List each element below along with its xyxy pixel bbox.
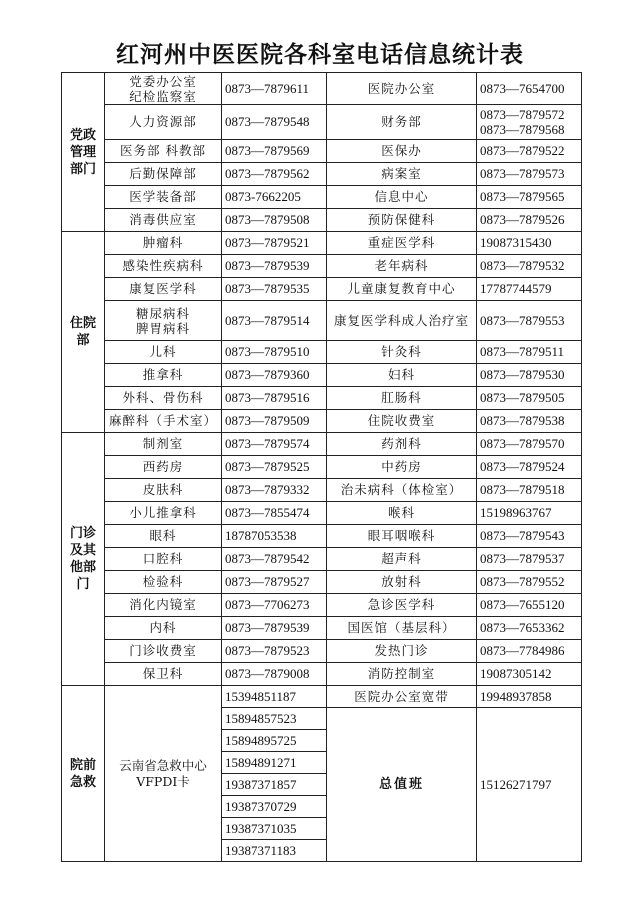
phone-number: 0873—7654700 <box>477 73 582 105</box>
phone-number: 19387371857 <box>222 774 327 796</box>
department-name: 内科 <box>105 617 222 640</box>
phone-number: 0873-7662205 <box>222 186 327 209</box>
section-label-outpatient <box>62 433 105 686</box>
phone-number: 0873—7879332 <box>222 479 327 502</box>
department-name: 麻醉科（手术室） <box>105 410 222 433</box>
table-row <box>62 640 582 663</box>
department-name: 康复医学科 <box>105 278 222 301</box>
phone-number: 0873—7879524 <box>477 456 582 479</box>
table-row <box>62 140 582 163</box>
table-row <box>62 594 582 617</box>
department-name: 口腔科 <box>105 548 222 571</box>
department-name: 医院办公室 <box>327 73 477 105</box>
department-name: 喉科 <box>327 502 477 525</box>
department-name <box>105 301 222 341</box>
table-row <box>62 186 582 209</box>
emergency-center <box>105 686 222 862</box>
phone-number: 18787053538 <box>222 525 327 548</box>
phone-number: 15394851187 <box>222 686 327 708</box>
department-name: 急诊医学科 <box>327 594 477 617</box>
table-row <box>62 571 582 594</box>
section-label-admin <box>62 73 105 232</box>
phone-number: 0873—7879527 <box>222 571 327 594</box>
table-row <box>62 548 582 571</box>
duty-phone: 15126271797 <box>477 708 582 862</box>
section-label-text: 党政管理部门 <box>69 127 96 177</box>
department-name: 医保办 <box>327 140 477 163</box>
broadband-phone: 19948937858 <box>477 686 582 708</box>
section-label-text: 院前急救 <box>69 757 96 790</box>
table-row <box>62 502 582 525</box>
phone-number: 0873—7879552 <box>477 571 582 594</box>
department-name: 治未病科（体检室） <box>327 479 477 502</box>
phone-number: 0873—7879565 <box>477 186 582 209</box>
department-name: 针灸科 <box>327 341 477 364</box>
phone-number: 0873—7879523 <box>222 640 327 663</box>
department-name: 国医馆（基层科） <box>327 617 477 640</box>
phone-number: 0873—7879569 <box>222 140 327 163</box>
department-name: 眼科 <box>105 525 222 548</box>
phone-number: 0873—7879611 <box>222 73 327 105</box>
phone-number: 19087305142 <box>477 663 582 686</box>
phone-number: 0873—7879522 <box>477 140 582 163</box>
section-label-text: 住院部 <box>69 316 96 348</box>
section-label-inpatient <box>62 232 105 433</box>
phone-number: 0873—7655120 <box>477 594 582 617</box>
department-name: 保卫科 <box>105 663 222 686</box>
section-label-text: 门诊及其他部门 <box>69 526 96 592</box>
department-name: 放射科 <box>327 571 477 594</box>
table-row <box>62 686 582 708</box>
department-name: 住院收费室 <box>327 410 477 433</box>
department-name: 消化内镜室 <box>105 594 222 617</box>
table-row <box>62 663 582 686</box>
phone-number: 0873—7879538 <box>477 410 582 433</box>
phone-number: 0873—7879518 <box>477 479 582 502</box>
phone-number: 0873—7879532 <box>477 255 582 278</box>
department-name: 消防控制室 <box>327 663 477 686</box>
department-name: 肛肠科 <box>327 387 477 410</box>
phone-number: 0873—7879548 <box>222 105 327 140</box>
phone-number-line: 0873—7879572 <box>480 107 565 122</box>
phone-number: 0873—7855474 <box>222 502 327 525</box>
phone-number: 0873—7879543 <box>477 525 582 548</box>
phone-number: 0873—7879514 <box>222 301 327 341</box>
phone-number: 0873—7879510 <box>222 341 327 364</box>
table-row <box>62 456 582 479</box>
phone-number: 0873—7879537 <box>477 548 582 571</box>
phone-number: 0873—7653362 <box>477 617 582 640</box>
phone-number: 0873—7879508 <box>222 209 327 232</box>
phone-table-body <box>62 73 582 862</box>
department-name: 西药房 <box>105 456 222 479</box>
phone-number: 15198963767 <box>477 502 582 525</box>
phone-number: 0873—7879526 <box>477 209 582 232</box>
department-name: 药剂科 <box>327 433 477 456</box>
table-row <box>62 301 582 341</box>
department-name: 财务部 <box>327 105 477 140</box>
department-name-line: 党委办公室 <box>129 73 197 89</box>
department-name: 消毒供应室 <box>105 209 222 232</box>
table-row <box>62 479 582 502</box>
table-row <box>62 209 582 232</box>
department-name <box>105 73 222 105</box>
department-name-line: 糖尿病科 <box>135 305 190 321</box>
department-name: 发热门诊 <box>327 640 477 663</box>
table-row <box>62 232 582 255</box>
department-name: 人力资源部 <box>105 105 222 140</box>
phone-number: 0873—7879516 <box>222 387 327 410</box>
phone-number: 0873—7784986 <box>477 640 582 663</box>
department-name: 儿童康复教育中心 <box>327 278 477 301</box>
department-name: 医务部 科教部 <box>105 140 222 163</box>
emergency-center-name: 云南省急救中心 <box>119 757 207 773</box>
department-name: 康复医学科成人治疗室 <box>327 301 477 341</box>
table-row <box>62 163 582 186</box>
phone-number: 0873—7879505 <box>477 387 582 410</box>
table-row <box>62 255 582 278</box>
table-row <box>62 433 582 456</box>
section-label-prehospital <box>62 686 105 862</box>
department-name-line: 纪检监察室 <box>129 88 197 104</box>
department-name: 超声科 <box>327 548 477 571</box>
phone-number: 0873—7879539 <box>222 617 327 640</box>
broadband-label: 医院办公室宽带 <box>327 686 477 708</box>
table-row <box>62 341 582 364</box>
phone-number: 0873—7879562 <box>222 163 327 186</box>
table-row <box>62 73 582 105</box>
phone-number: 0873—7879008 <box>222 663 327 686</box>
department-name: 皮肤科 <box>105 479 222 502</box>
page-title: 红河州中医医院各科室电话信息统计表 <box>116 41 524 68</box>
phone-number: 0873—7879574 <box>222 433 327 456</box>
phone-number: 0873—7879535 <box>222 278 327 301</box>
phone-number: 0873—7879511 <box>477 341 582 364</box>
phone-number: 15894895725 <box>222 730 327 752</box>
phone-number: 15894891271 <box>222 752 327 774</box>
phone-number: 0873—7879573 <box>477 163 582 186</box>
phone-number: 15894857523 <box>222 708 327 730</box>
phone-number: 19387371183 <box>222 840 327 862</box>
table-row <box>62 364 582 387</box>
table-row <box>62 525 582 548</box>
department-name: 儿科 <box>105 341 222 364</box>
table-row <box>62 617 582 640</box>
department-name: 肿瘤科 <box>105 232 222 255</box>
phone-number: 0873—7879530 <box>477 364 582 387</box>
phone-table <box>61 72 582 862</box>
phone-number: 0873—7879521 <box>222 232 327 255</box>
phone-number: 0873—7879525 <box>222 456 327 479</box>
phone-number: 0873—7879553 <box>477 301 582 341</box>
emergency-center-card: VFPDI卡 <box>136 773 190 789</box>
table-row <box>62 410 582 433</box>
department-name: 中药房 <box>327 456 477 479</box>
department-name: 信息中心 <box>327 186 477 209</box>
phone-number-line: 0873—7879568 <box>480 122 565 137</box>
department-name: 重症医学科 <box>327 232 477 255</box>
phone-number: 0873—7879509 <box>222 410 327 433</box>
department-name: 外科、骨伤科 <box>105 387 222 410</box>
phone-number: 19387370729 <box>222 796 327 818</box>
department-name: 检验科 <box>105 571 222 594</box>
phone-number: 0873—7879539 <box>222 255 327 278</box>
department-name: 小儿推拿科 <box>105 502 222 525</box>
department-name: 制剂室 <box>105 433 222 456</box>
duty-label: 总值班 <box>327 708 477 862</box>
department-name-line: 脾胃病科 <box>135 320 190 336</box>
table-row <box>62 278 582 301</box>
phone-number: 19087315430 <box>477 232 582 255</box>
phone-number <box>477 105 582 140</box>
phone-number: 19387371035 <box>222 818 327 840</box>
department-name: 妇科 <box>327 364 477 387</box>
department-name: 眼耳咽喉科 <box>327 525 477 548</box>
department-name: 预防保健科 <box>327 209 477 232</box>
department-name: 推拿科 <box>105 364 222 387</box>
phone-number: 0873—7879570 <box>477 433 582 456</box>
phone-number: 0873—7879542 <box>222 548 327 571</box>
phone-number: 0873—7879360 <box>222 364 327 387</box>
department-name: 门诊收费室 <box>105 640 222 663</box>
department-name: 医学装备部 <box>105 186 222 209</box>
department-name: 后勤保障部 <box>105 163 222 186</box>
phone-number: 17787744579 <box>477 278 582 301</box>
table-row <box>62 105 582 140</box>
department-name: 病案室 <box>327 163 477 186</box>
department-name: 老年病科 <box>327 255 477 278</box>
department-name: 感染性疾病科 <box>105 255 222 278</box>
phone-number: 0873—7706273 <box>222 594 327 617</box>
table-row <box>62 387 582 410</box>
